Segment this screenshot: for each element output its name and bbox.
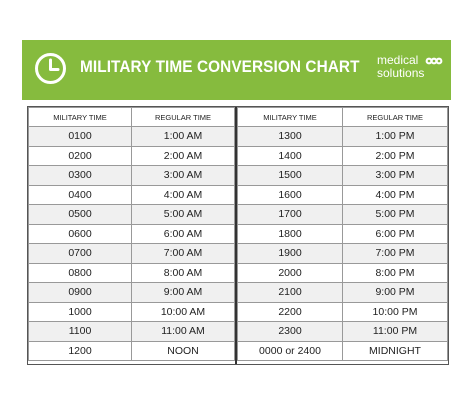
table-row bbox=[238, 224, 448, 244]
regular-time-cell: MIDNIGHT bbox=[343, 341, 448, 361]
regular-time-cell: 10:00 AM bbox=[132, 302, 235, 322]
regular-time-cell: 10:00 PM bbox=[343, 302, 448, 322]
military-time-cell: 0300 bbox=[29, 166, 132, 186]
military-time-cell: 2000 bbox=[238, 263, 343, 283]
table-row bbox=[29, 322, 235, 342]
regular-time-cell: NOON bbox=[132, 341, 235, 361]
regular-time-cell: 9:00 AM bbox=[132, 283, 235, 303]
logo-mark-icon bbox=[425, 56, 443, 66]
regular-time-cell: 7:00 PM bbox=[343, 244, 448, 264]
regular-time-cell: 8:00 AM bbox=[132, 263, 235, 283]
table-row bbox=[29, 127, 235, 147]
military-time-cell: 1400 bbox=[238, 146, 343, 166]
military-time-cell: 2300 bbox=[238, 322, 343, 342]
military-time-cell: 0100 bbox=[29, 127, 132, 147]
regular-time-cell: 2:00 AM bbox=[132, 146, 235, 166]
table-row bbox=[238, 127, 448, 147]
military-time-cell: 0900 bbox=[29, 283, 132, 303]
table-row bbox=[29, 146, 235, 166]
military-time-cell: 1300 bbox=[238, 127, 343, 147]
page-title: MILITARY TIME CONVERSION CHART bbox=[80, 58, 360, 76]
table-row bbox=[238, 302, 448, 322]
column-header-regular-time: REGULAR TIME bbox=[343, 108, 448, 127]
table-row bbox=[29, 205, 235, 225]
regular-time-cell: 3:00 AM bbox=[132, 166, 235, 186]
regular-time-cell: 8:00 PM bbox=[343, 263, 448, 283]
table-header-row bbox=[29, 108, 235, 127]
military-time-cell: 0400 bbox=[29, 185, 132, 205]
military-time-cell: 0700 bbox=[29, 244, 132, 264]
table-row bbox=[238, 205, 448, 225]
table-row bbox=[29, 263, 235, 283]
military-time-cell: 0500 bbox=[29, 205, 132, 225]
column-header-military-time: MILITARY TIME bbox=[238, 108, 343, 127]
table-row bbox=[29, 166, 235, 186]
regular-time-cell: 6:00 AM bbox=[132, 224, 235, 244]
regular-time-cell: 4:00 AM bbox=[132, 185, 235, 205]
clock-icon bbox=[34, 52, 67, 85]
regular-time-cell: 11:00 PM bbox=[343, 322, 448, 342]
table-row bbox=[29, 283, 235, 303]
conversion-table bbox=[27, 106, 449, 365]
header-banner bbox=[22, 40, 451, 100]
regular-time-cell: 11:00 AM bbox=[132, 322, 235, 342]
regular-time-cell: 1:00 PM bbox=[343, 127, 448, 147]
military-time-cell: 1000 bbox=[29, 302, 132, 322]
table-row bbox=[238, 185, 448, 205]
table-row bbox=[29, 224, 235, 244]
table-row bbox=[238, 166, 448, 186]
regular-time-cell: 9:00 PM bbox=[343, 283, 448, 303]
table-left-half bbox=[28, 107, 235, 361]
military-time-cell: 1600 bbox=[238, 185, 343, 205]
regular-time-cell: 5:00 AM bbox=[132, 205, 235, 225]
logo-text-line1: medical bbox=[377, 53, 419, 67]
military-time-cell: 1500 bbox=[238, 166, 343, 186]
regular-time-cell: 3:00 PM bbox=[343, 166, 448, 186]
military-time-cell: 1200 bbox=[29, 341, 132, 361]
military-time-cell: 1100 bbox=[29, 322, 132, 342]
military-time-cell: 2100 bbox=[238, 283, 343, 303]
military-time-cell: 2200 bbox=[238, 302, 343, 322]
regular-time-cell: 4:00 PM bbox=[343, 185, 448, 205]
military-time-cell: 0600 bbox=[29, 224, 132, 244]
table-row bbox=[29, 341, 235, 361]
regular-time-cell: 7:00 AM bbox=[132, 244, 235, 264]
table-right-half bbox=[237, 107, 448, 361]
table-row bbox=[29, 185, 235, 205]
military-time-cell: 1800 bbox=[238, 224, 343, 244]
table-row bbox=[238, 146, 448, 166]
regular-time-cell: 6:00 PM bbox=[343, 224, 448, 244]
brand-logo bbox=[377, 54, 443, 88]
table-row bbox=[29, 302, 235, 322]
regular-time-cell: 2:00 PM bbox=[343, 146, 448, 166]
table-header-row bbox=[238, 108, 448, 127]
military-time-cell: 0200 bbox=[29, 146, 132, 166]
table-row bbox=[238, 283, 448, 303]
table-row bbox=[238, 244, 448, 264]
logo-text-line2: solutions bbox=[377, 66, 425, 80]
military-time-cell: 0800 bbox=[29, 263, 132, 283]
regular-time-cell: 1:00 AM bbox=[132, 127, 235, 147]
military-time-cell: 1900 bbox=[238, 244, 343, 264]
table-row bbox=[238, 341, 448, 361]
military-time-cell: 1700 bbox=[238, 205, 343, 225]
table-row bbox=[238, 263, 448, 283]
regular-time-cell: 5:00 PM bbox=[343, 205, 448, 225]
table-row bbox=[29, 244, 235, 264]
military-time-cell: 0000 or 2400 bbox=[238, 341, 343, 361]
column-header-regular-time: REGULAR TIME bbox=[132, 108, 235, 127]
column-header-military-time: MILITARY TIME bbox=[29, 108, 132, 127]
table-row bbox=[238, 322, 448, 342]
